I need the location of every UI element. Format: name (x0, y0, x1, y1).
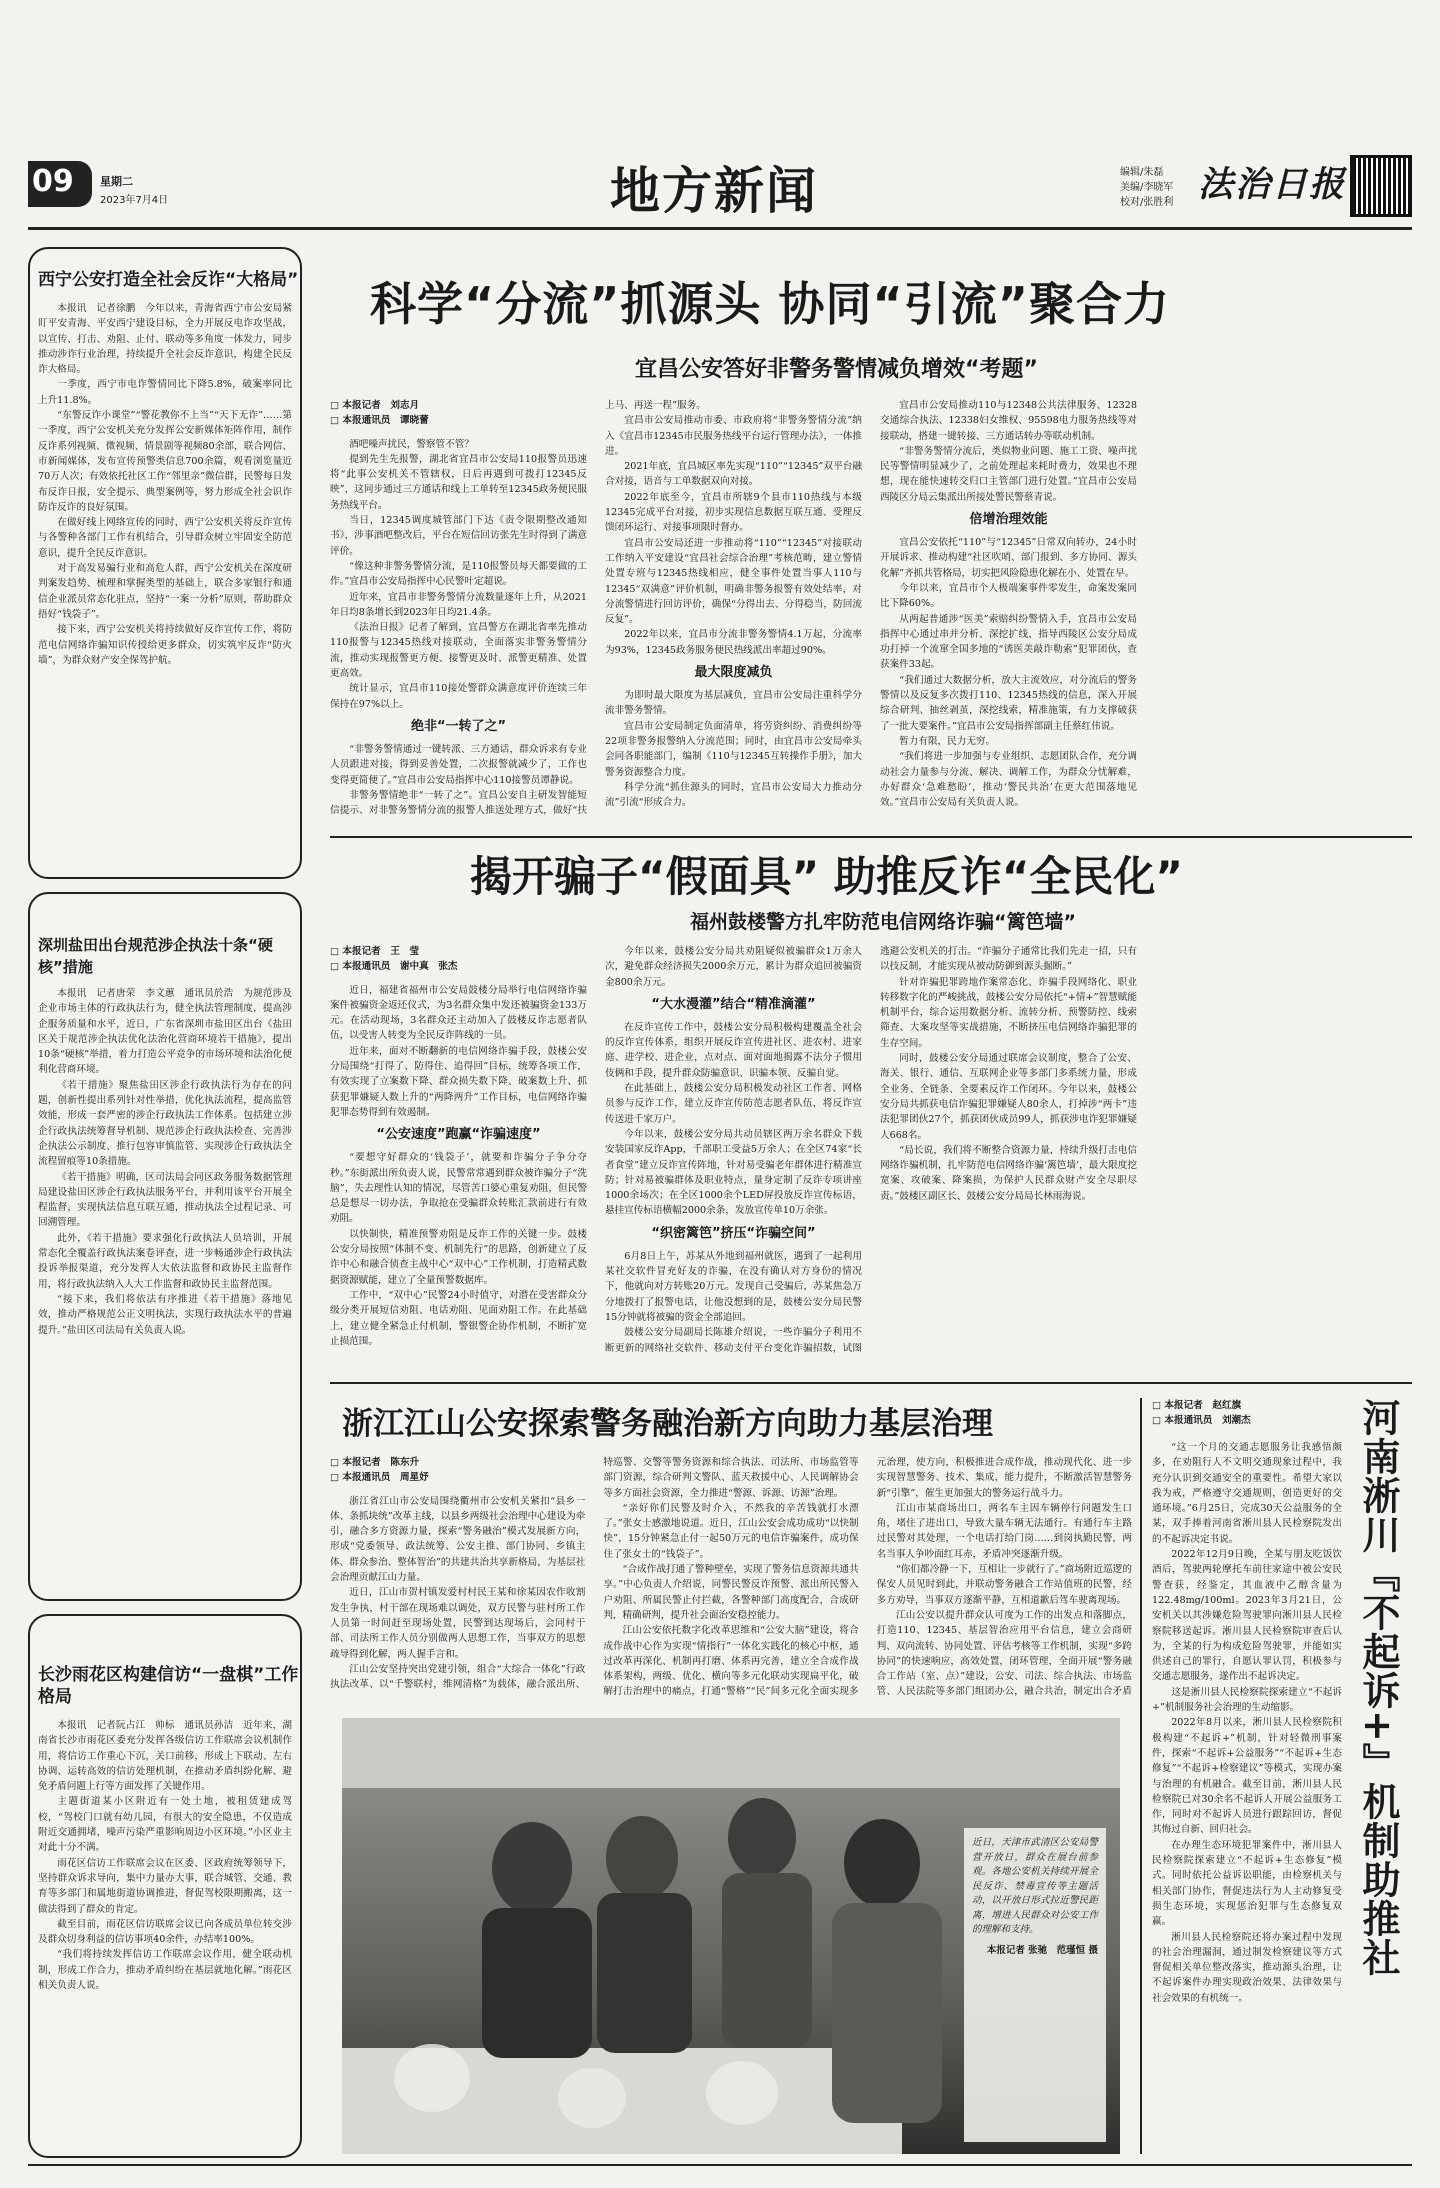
header-rule (28, 227, 1412, 230)
paragraph: 对于高发易骗行业和高危人群，西宁公安机关在深度研判案发趋势、梳理和掌握类型的基础上，联合多家银行和通信企业派员常态化驻点，坚持“一案一分析”原则，帮助群众捂好“钱袋子”。 (38, 563, 292, 620)
news-photo (342, 1718, 1120, 2154)
paragraph: 在做好线上网络宣传的同时，西宁公安机关将反诈宣传与各警种各部门工作有机结合，引导群众树立牢固安全防范意识，提升全民反诈意识。 (38, 517, 292, 559)
paragraph: “合成作战打通了警种壁垒，实现了警务信息资源共通共享。”中心负责人介绍说，同警民警反诈预警、派出所民警入户劝阻、所属民警止付拦截，各警种部门高度配合，合成研判，精确研判，提升社会面治安稳控能力。 (603, 1564, 859, 1621)
paragraph: 江山公安坚持突出党建引领，组合“大综合一体化”行政执法改革、以“千警联村，维网清格”为载体，融合派出所、特巡警、交警等警务资源和综合执法、司法所、市场监管等部门资源，综合研判文警队、蓝天救援中心、人民调解协会等多方面社会资源，全力推进“警源、诉源、访源”治理。 (330, 1457, 859, 1691)
paragraph: “我们将持续发挥信访工作联席会议作用，健全联动机制，形成工作合力，推动矛盾纠纷在基层就地化解。”雨花区相关负责人说。 (38, 1949, 292, 1992)
paragraph: “你们都冷静一下，互相让一步就行了。”商场附近巡逻的保安人员见时到此，并联动警务融合工作站值班的民警，经多方劝导，当事双方逐渐平静，互相道歉后驾车驶离现场。 (876, 1564, 1132, 1606)
paragraph: 在反诈宣传工作中，鼓楼公安分局积极构建覆盖全社会的反诈宣传体系，组织开展反诈宣传进社区、进农村、进家庭、进学校、进企业，点对点、面对面地揭露不法分子惯用伎俩和手段，提升群众防骗意识、识骗本领、反骗自觉。 (605, 1021, 862, 1079)
paragraph: 江山公安以提升群众认可度为工作的出发点和落脚点，打造110、12345、基层智治应用平台信息，建立会商研判、双向流转、协同处置、评估考核等工作机制，实现“多跨协同”的快速响应，高效处置，闭环管理，全面开展“警务融合工作站（室、点）”建设，公安、司法、综合执法、市场监管、人民法院等多部门组团办公，融合共治，制定出合矛盾 (876, 1609, 1132, 1698)
paragraph: 这是淅川县人民检察院探索建立“不起诉+”机制服务社会治理的生动缩影。 (1152, 1686, 1342, 1714)
subheading: 倍增治理效能 (969, 512, 1048, 528)
paragraph: 今年以来，鼓楼公安分局共劝阻疑似被骗群众1万余人次，避免群众经济损失2000余万元，累计为群众追回被骗资金800余万元。 (605, 946, 862, 988)
page-header (0, 145, 1440, 225)
sidebar-lede: 本报讯 记者阮占江 帅标 通讯员孙洁 近年来，湖南省长沙市雨花区委充分发挥各级信访工作联席会议机制作用，将信访工作重心下沉，关口前移，形成上下联动、左右协调、运转高效的信访处理机制，在推动矛盾纠纷化解、避免矛盾问题上行等方面发挥了关键作用。 (38, 1720, 292, 1793)
paragraph: 2021年底，宜昌城区率先实现“110”“12345”双平台融合对接，语音与工单数据双向对接。 (605, 461, 862, 488)
tent-canopy (342, 1718, 1120, 1788)
byline: □ 本报通讯员 周星妤 (330, 1472, 429, 1484)
paragraph: 以快制快，精准预警劝阻是反诈工作的关键一步。鼓楼公安分局按照“体制不变、机制先行”的思路，创新建立了反诈中心和融合侦查主战中心“双中心”工作机制，打造精武数据资源赋能，建立了全量预警数据库。 (330, 1228, 587, 1286)
sidebar-title: 西宁公安打造全社会反诈“大格局” (38, 270, 299, 290)
byline: □ 本报通讯员 刘潮杰 (1152, 1415, 1251, 1427)
subheading: 最大限度减负 (694, 665, 773, 681)
person-silhouette (606, 1816, 678, 1900)
person-silhouette (597, 1893, 692, 2053)
display-dome (558, 2068, 626, 2128)
paragraph: 接下来，西宁公安机关将持续做好反诈宣传工作，将防范电信网络诈骗知识传授给更多群众，切实筑牢反诈“防火墙”，为群众财产安全保驾护航。 (38, 624, 292, 666)
paragraph: 同时，鼓楼公安分局通过联席会议制度，整合了公安、海关、银行、通信、互联网企业等多部门多系统力量，形成全业务、全链条、全要素反诈工作闭环。今年以来，鼓楼公安分局共抓获电信诈骗犯罪嫌疑人80余人，打掉涉“两卡”违法犯罪团伙27个，抓获团伙成员99人，抓获涉电诈犯罪嫌疑人668名。 (880, 1053, 1137, 1141)
designer: 美编/李晓军 (1120, 182, 1174, 193)
paragraph: 近年来，宜昌市非警务警情分流数量逐年上升，从2021年日均8条增长到2023年日均21.4条。 (330, 591, 587, 618)
henan-title: 河南淅川『不起诉+』机制助推社 (1356, 1398, 1400, 1977)
paragraph: 为即时最大限度为基层减负，宜昌市公安局注重科学分流非警务警情。 (605, 690, 862, 717)
subheading: “大水漫灌”结合“精准滴灌” (651, 996, 816, 1012)
paragraph: 近日，福建省福州市公安局鼓楼分局举行电信网络诈骗案件被骗资金返还仪式，为3名群众集中发还被骗资金133万元。在活动现场，3名群众还主动加入了鼓楼反诈志愿者队伍，以受害人转变为全民反诈阵线的一员。 (330, 984, 587, 1042)
officer-silhouette (832, 1903, 942, 2123)
editor: 编辑/朱磊 (1120, 167, 1164, 178)
paragraph: “我们将进一步加强与专业组织、志愿团队合作，充分调动社会力量参与分流、解决、调解工作，为群众分忧解难，办好群众‘急难愁盼’，推动‘警民共治’在更大范围落地见效。”宜昌市公安局有关负责人说。 (880, 751, 1137, 809)
paragraph: 非警务警情绝非“一转了之”。宜昌公安自主研发智能短信提示、对非警务警情分流的报警人推送处理方式，做好“扶上马、再送一程”服务。 (330, 400, 706, 817)
person-silhouette (722, 1873, 812, 2048)
subheading: “公安速度”跑赢“诈骗速度” (376, 1127, 541, 1143)
paragraph: 淅川县人民检察院还将办案过程中发现的社会治理漏洞，通过制发检察建议等方式督促相关单位整改落实，推动源头治理，让不起诉案件办理实现政治效果、法律效果与社会效果的有机统一。 (1152, 1931, 1342, 2004)
antifraud-body (330, 944, 1412, 1374)
paragraph: 宜昌市公安局还进一步推动将“110”“12345”对接联动工作纳入平安建设“宜昌社会综合治理”考核范畴，建立警情处置专班与12345热线相应，健全事件处置当事人110与12345“双满意”评价机制，明确非警务报警有效处结率，对分流警情进行回访评价，确保“分得出去、分得稳当，防回流反复”。 (605, 537, 862, 626)
proofreader: 校对/张胜利 (1120, 197, 1174, 208)
paragraph: 工作中，“双中心”民警24小时值守，对潜在受害群众分级分类开展短信劝阻、电话劝阻、见面劝阻工作。在此基础上，建立健全紧急止付机制，警银警企协作机制，不断扩宽止损范围。 (330, 1289, 587, 1347)
paragraph: 2022年12月9日晚，全某与朋友吃饭饮酒后，驾驶两轮摩托车前往家途中被公安民警查获，经鉴定，其血液中乙醇含量为122.48mg/100ml。2023年3月21日，公安机关以其涉嫌危险驾驶罪向淅川县人民检察院移送起诉。淅川县人民检察院审查后认为，全某的行为构成危险驾驶罪，并能如实供述自己的罪行，自愿认罪认罚，积极参与交通志愿服务，遂作出不起诉决定。 (1152, 1549, 1342, 1683)
paragraph: 从两起普通涉“医美”索赔纠纷警情入手，宜昌市公安局指挥中心通过串并分析、深挖扩线，指导西陵区公安分局成功打掉一个流窜全国多地的“诱医美敲诈勒索”犯罪团伙，查获案件33起。 (880, 613, 1137, 671)
paragraph: 宜昌公安依托“110”与“12345”日常双向转办，24小时开展诉求、推动构建“社区吹哨、部门报到、多方协同、源头化解”齐抓共管格局，切实把风险隐患化解在小、处置在早。 (880, 537, 1137, 579)
byline: □ 本报记者 赵红旗 (1152, 1400, 1242, 1411)
paragraph: 《法治日报》记者了解到，宜昌警方在湖北省率先推动110报警与12345热线对接联动，全面落实非警务警情分流，推动实现报警更方便、接警更及时、派警更精准、处置更高效。 (330, 622, 587, 680)
paragraph: “这一个月的交通志愿服务让我感悟颇多，在劝阻行人不文明交通现象过程中，我充分认识到交通安全的重要性。希望大家以我为戒，严格遵守交通规则，创造更好的交通环境。”6月25日，完成30天公益服务的全某，双手捧着河南省淅川县人民检察院发出的不起诉决定书说。 (1152, 1442, 1342, 1545)
lead-body (330, 398, 1412, 828)
paragraph: 2022年底至今，宜昌市所辖9个县市110热线与本级12345完成平台对接，初步实现信息数据互联互通、受理反馈闭环运行、对接事项限时督办。 (605, 491, 862, 534)
paragraph: 近年来，面对不断翻新的电信网络诈骗手段，鼓楼公安分局围绕“打得了、防得住、追得回”目标，统筹各项工作，有效实现了立案数下降、群众损失数下降、破案数上升、抓获犯罪嫌疑人数上升的“两降两升”工作目标，电信网络诈骗犯罪态势得到有效遏制。 (330, 1045, 587, 1118)
sidebar-title: 长沙雨花区构建信访“一盘棋”工作格局 (38, 1665, 299, 1707)
paragraph: 宜昌市公安局推动市委、市政府将“非警务警情分流”纳入《宜昌市12345市民服务热线平台运行管理办法》，一体推进。 (605, 415, 862, 457)
henan-body-top (1152, 1440, 1342, 2154)
masthead-logo: 法治日报 (1198, 164, 1347, 205)
display-dome (706, 2061, 778, 2125)
paragraph: 在此基础上，鼓楼公安分局积极发动社区工作者、网格员参与反诈工作，建立反诈宣传防范志愿者队伍，将反诈宣传送进千家万户。 (605, 1083, 862, 1125)
paragraph: 鼓楼公安分局副局长陈雄介绍说，一些诈骗分子利用不断更新的网络社交软件、移动支付平台变化诈骗招数，试图逃避公安机关的打击。“诈骗分子通常比我们先走一招，只有以技反制，才能实现从被动防御到源头掘断。” (605, 946, 1137, 1354)
paragraph: 在办理生态环境犯罪案件中，淅川县人民检察院探索建立“不起诉+生态修复”模式。同时依托公益诉讼职能，由检察机关与相关部门协作，督促违法行为人主动修复受损生态环境，实现惩治犯罪与生态修复双赢。 (1152, 1839, 1342, 1928)
jiangshan-title: 浙江江山公安探索警务融治新方向助力基层治理 (342, 1406, 993, 1442)
photo-caption-box (964, 1828, 1106, 2142)
paragraph: “像这种非警务警情分流，是110报警员每天都要做的工作。”宜昌市公安局指挥中心民警叶定超说。 (330, 560, 587, 588)
jiangshan-body (330, 1455, 1132, 1705)
paragraph: “接下来，我们将依法有序推进《若干措施》落地见效，推动严格规范公正文明执法，实现行政执法水平的普遍提升。”盐田区司法局有关负责人说。 (38, 1293, 292, 1336)
sidebar-body (38, 301, 292, 861)
person-silhouette (492, 1822, 572, 1914)
paragraph: 科学分流“抓住源头的同时，宜昌市公安局大力推动分流”引流“形成合力。 (605, 781, 862, 809)
byline: □ 本报记者 刘志月 (330, 400, 420, 411)
paragraph: 宜昌市公安局制定负面清单，将劳资纠纷、消费纠纷等22项非警务报警纳入分流范围；同时，由宜昌市公安局牵头会同各职能部门，编制《110与12345互转操作手册》，加大警务资源整合力度。 (605, 720, 862, 778)
byline: □ 本报记者 王 莹 (330, 946, 420, 957)
paragraph: 江山市某商场出口，两名车主因车辆停行问题发生口角，堵住了进出口，导致大量车辆无法通行。有通行车主路过民警对其处理，一个电话打给门岗……到岗执勤民警，两名当事人争吵面红耳赤，矛盾冲突逐渐升级。 (876, 1502, 1132, 1560)
paragraph: 2022年8月以来，淅川县人民检察院积极构建“不起诉+”机制，针对轻微刑事案件，探索“不起诉+公益服务”“不起诉+生态修复”“不起诉+检察建议”等模式，实现办案与治理的有机融合。截至目前，淅川县人民检察院已对30余名不起诉人开展公益服务工作，同时对不起诉人员进行跟踪回访，督促其悔过自新、回归社会。 (1152, 1717, 1342, 1836)
paragraph: 酒吧噪声扰民，警察管不管？ (349, 438, 474, 450)
paragraph: 截至目前，雨花区信访联席会议已向各成员单位转交涉及群众切身利益的信访事项40余件，办结率100%。 (38, 1918, 292, 1946)
paragraph: 统计显示，宜昌市110接处警群众满意度评价连续三年保持在97%以上。 (330, 683, 587, 710)
paragraph: “东警反诈小课堂”“警花教你不上当”“天下无诈”……第一季度，西宁公安机关充分发挥公安新媒体矩阵作用，制作反诈系列视频、微视频、情景剧等视频80余部，联合网信、市新闻媒体，发布宣传预警类信息700余篇，观看浏览量近70万人次；有效依托社区工作“邻里亲”微信群，民警每日发布反诈日报，安全提示、典型案例等，努力形成全社会识诈防诈反诈的良好氛围。 (38, 410, 292, 513)
subheading: “织密篱笆”挤压“诈骗空间” (651, 1225, 816, 1241)
byline: □ 本报通讯员 谭晓蕾 (330, 415, 429, 427)
paragraph: “我们通过大数据分析，放大主流效应，对分流后的警务警情以及反复多次拨打110、12345热线的信息，深入开展综合研判、抽丝剥茧，深挖线索，精准施策，有力支撑破获了一批大要案件。”宜昌市公安局指挥部副主任蔡红伟说。 (880, 674, 1137, 732)
henan-byline (1152, 1398, 1342, 1434)
paragraph: 今年以来，鼓楼公安分局共动员辖区两万余名群众下载安装国家反诈App，千部职工受益5万余人；在全区74家“长者食堂”建立反诈宣传阵地，针对易受骗老年群体进行精准宣防；针对易被骗群体及职业特点，量身定制了反诈专项讲座1000余场次；在全区1000余个LED屏投放反诈宣传标语，悬挂宣传标语横幅2000余条，发放宣传单10万余张。 (605, 1128, 862, 1217)
paragraph: “亲好你们民警及时介入，不然我的辛苦钱就打水漂了。”张女士感激地说道。近日，江山公安会成功成功“以快制快”，15分钟紧急止付一起50万元的电信诈骗案件，成功保住了张女士的“钱袋子”。 (603, 1502, 859, 1560)
sidebar-lede: 本报讯 记者徐鹏 今年以来，青海省西宁市公安局紧盯平安青海、平安西宁建设目标，全力开展反电诈攻坚战，以宣传、打击、劝阻、止付、联动等多角度一体发力，同步推动涉诈行业治理，持续提升全社会反诈意识，构建全民反诈大格局。 (38, 303, 292, 376)
page-number: 09 (32, 164, 74, 199)
sidebar-box-changsha (28, 1614, 302, 2158)
lead-subtitle: 宜昌公安答好非警务警情减负增效“考题” (635, 357, 1038, 382)
qr-code-icon (1350, 155, 1412, 217)
paragraph: “非警务警情通过一键转派、三方通话，群众诉求有专业人员跟进对接，得到妥善处置，二次报警就减少了，工作也变得更简便了。”宜昌市公安局指挥中心110接警员谭静说。 (330, 743, 587, 786)
paragraph: 今年以来，宜昌市个人极端案事件零发生，命案发案同比下降60%。 (880, 582, 1137, 610)
paragraph: 一季度，西宁市电诈警情同比下降5.8%，破案率同比上升11.8%。 (38, 379, 292, 406)
paragraph: 针对诈骗犯罪跨地作案常态化、诈骗手段网络化、职业转移数字化的严峻挑战，鼓楼公安分局依托“+情+”智慧赋能机制平台，综合运用数据分析、流转分析、预警防控、线索筛查、大案攻坚等实战措施，不断挤压电信网络诈骗犯罪的生存空间。 (880, 976, 1137, 1049)
date: 2023年7月4日 (100, 195, 169, 206)
paragraph: 2022年以来，宜昌市分流非警务警情4.1万起，分流率为93%，12345政务服务便民热线派出率超过90%。 (605, 629, 862, 656)
photo-caption: 近日，天津市武清区公安局警营开放日，群众在展台前参观。各地公安机关持续开展全民反诈、禁毒宣传等主题活动，以开放日形式拉近警民距离，增进人民群众对公安工作的理解和支持。 (972, 1837, 1098, 1935)
paragraph: 江山公安依托数字化改革思维和“公安大脑”建设，将合成作战中心作为实现“情指行”一体化实践化的核心中枢，通过改革再深化、机制再打磨、体系再完善，建立全合成作战体系架构，两级、优化、横向等多元化联动实现扁平化，破解打击治理中的痛点，打通“警格”“民”间多元化全面实现多元治理，使方向，积极推进合成作战，推动现代化、进一步实现智慧警务、技术、集成，能力提升，不断激活智慧警务新“引擎”，催生更加强大的警务运行战斗力。 (603, 1457, 1132, 1698)
footer-rule (28, 2164, 1412, 2166)
paragraph: 宜昌市公安局推动110与12348公共法律服务、12328交通综合执法、12338妇女维权、95598电力服务热线等对接联动，搭建一键转接、三方通话转办等联动机制。 (880, 400, 1137, 442)
paragraph: 雨花区信访工作联席会议在区委、区政府统筹领导下，坚持群众诉求导向，集中力量办大事，联合城管、交通、教育等多部门和属地街道协调推进，督促驾校限期搬离，这一做法得到了群众的肯定。 (38, 1857, 292, 1915)
section-title: 地方新闻 (610, 162, 818, 220)
paragraph: 当日，12345调度城管部门下达《责令限期整改通知书》，涉事酒吧整改后，平台在短信回访张先生时得到了满意评价。 (330, 515, 587, 557)
paragraph: 近日，江山市贺村镇发爱村村民王某和徐某因农作收割发生争执，村干部在现场难以调处，双方民警与驻村所工作人员第一时间赶至现场处置，民警到达现场后，会同村干部、司法所工作人员分别做两人思想工作，当事双方的思想疏导得到化解，两人握手言和。 (330, 1587, 586, 1660)
sidebar-body (38, 1718, 292, 2158)
display-dome (394, 2044, 470, 2112)
antifraud-subtitle: 福州鼓楼警方扎牢防范电信网络诈骗“篱笆墙” (690, 911, 1076, 933)
sidebar-box-xining (28, 247, 302, 879)
paragraph: 主题街道某小区附近有一处土地，被租赁建成驾校，“驾校门口就有幼儿园，有很大的安全隐患，不仅造成附近交通拥堵，噪声污染严重影响周边小区环境。”小区业主对此十分不满。 (38, 1796, 292, 1854)
paragraph: 6月8日上午，苏某从外地到福州就医，遇到了一起利用某社交软件冒充好友的诈骗，在没有确认对方身份的情况下，他就向对方转账20万元。发现自己受骗后，苏某焦急万分地拨打了报警电话，让他没想到的是，鼓楼公安分局民警15分钟就将被骗的资金全部追回。 (605, 1250, 862, 1323)
paragraph: 浙江省江山市公安局围绕衢州市公安机关紧扣“县乡一体、条抓块统”改革主线，以县乡两级社会治理中心建设为牵引，融合多方资源力量，探索“警务融治”模式发展新方向，形成“党委领导、政法统筹、公安主推、部门协同、乡镇主体、群众参治、整体智治”的共建共治共享新格局，为基层社会治理贡献江山力量。 (330, 1495, 586, 1584)
paragraph: “局长说，我们将不断整合资源力量，持续升级打击电信网络诈骗机制，扎牢防范电信网络诈骗‘篱笆墙’，最大限度挖宽案、攻破案、降案损，为保护人民群众财产安全尽职尽责。”鼓楼区副区长、鼓楼公安分局局长林雨海说。 (880, 1144, 1137, 1202)
divider (330, 836, 1412, 838)
byline: □ 本报记者 陈东升 (330, 1457, 420, 1468)
person-silhouette (728, 1798, 796, 1878)
divider (1140, 1398, 1142, 2154)
person-silhouette (482, 1908, 592, 2058)
paragraph: 《若干措施》聚焦盐田区涉企行政执法行为存在的问题，创新性提出系列针对性举措，优化执法流程，提高监管效能，形成一套严密的涉企行政执法工作体系。包括建立涉企行政执法统筹督导机制、规范涉企行政执法检查、完善涉企执法公示制度、推行包容审慎监管、实现涉企行政执法全流程留痕等10条措施。 (38, 1079, 292, 1168)
antifraud-title: 揭开骗子“假面具” 助推反诈“全民化” (470, 852, 1184, 901)
sidebar-box-shenzhen (28, 892, 302, 1601)
weekday: 星期二 (100, 175, 133, 188)
sidebar-lede: 本报讯 记者唐荣 李文蕙 通讯员於浩 为规范涉及企业市场主体的行政执法行为，健全执法管理制度，提高涉企服务质量和水平，近日，广东省深圳市盐田区出台《盐田区关于规范涉企执法优化法治化营商环境若干措施》，提出10条“硬核”举措，着力打造公平竞争的市场环境和法治化便利化营商环境。 (38, 988, 292, 1076)
paragraph: 暂力有限，民力无穷。 (899, 735, 996, 747)
page-number-tab (28, 161, 92, 207)
paragraph: “非警务警情分流后，类似物业问题、施工工资、噪声扰民等警情明显减少了，之前处理起来耗时费力，效果也不理想，现在能快速转交归口主管部门进行处置。”宜昌市公安局西陵区分局云集派出所接处警民警蔡青说。 (880, 445, 1137, 503)
photo-credit: 本报记者 张驰 范瑾恒 摄 (986, 1944, 1098, 1956)
officer-silhouette (844, 1819, 920, 1907)
paragraph: 此外，《若干措施》要求强化行政执法人员培训，开展常态化全覆盖行政执法案卷评查，进一步畅通涉企行政执法投诉举报渠道，充分发挥人大依法监督和政协民主监督作用，将行政执法纳入人大工作监督和政协民主监督范围。 (38, 1232, 292, 1290)
divider (330, 1382, 1412, 1384)
sidebar-body (38, 986, 292, 1601)
paragraph: “要想守好群众的‘钱袋子’，就要和诈骗分子争分夺秒。”东街派出所负责人说，民警常常遇到群众被诈骗分子“洗脑”，失去理性认知的情况，尽管苦口婆心重复劝阻，但民警总是想尽一切办法，争取抢在受骗群众转账汇款前进行有效劝阻。 (330, 1152, 587, 1225)
lead-title: 科学“分流”抓源头 协同“引流”聚合力 (370, 277, 1170, 331)
subheading: 绝非“一转了之” (410, 718, 507, 734)
paragraph: 《若干措施》明确，区司法局会同区政务服务数据管理局建设盐田区涉企行政执法服务平台，并利用该平台开展全程监督，实现执法信息互联互通，推动执法全过程记录、可回溯管理。 (38, 1171, 292, 1229)
sidebar-title: 深圳盐田出台规范涉企执法十条“硬核”措施 (38, 936, 273, 976)
byline: □ 本报通讯员 谢中真 张杰 (330, 961, 458, 973)
paragraph: 提到先生先报警，湖北省宜昌市公安局110报警员迅速将“此事公安机关不管辖权，日后再遇到可拨打12345反映”，这同步通过三方通话和线上工单转至12345政务便民服务热线平台。 (330, 453, 587, 511)
